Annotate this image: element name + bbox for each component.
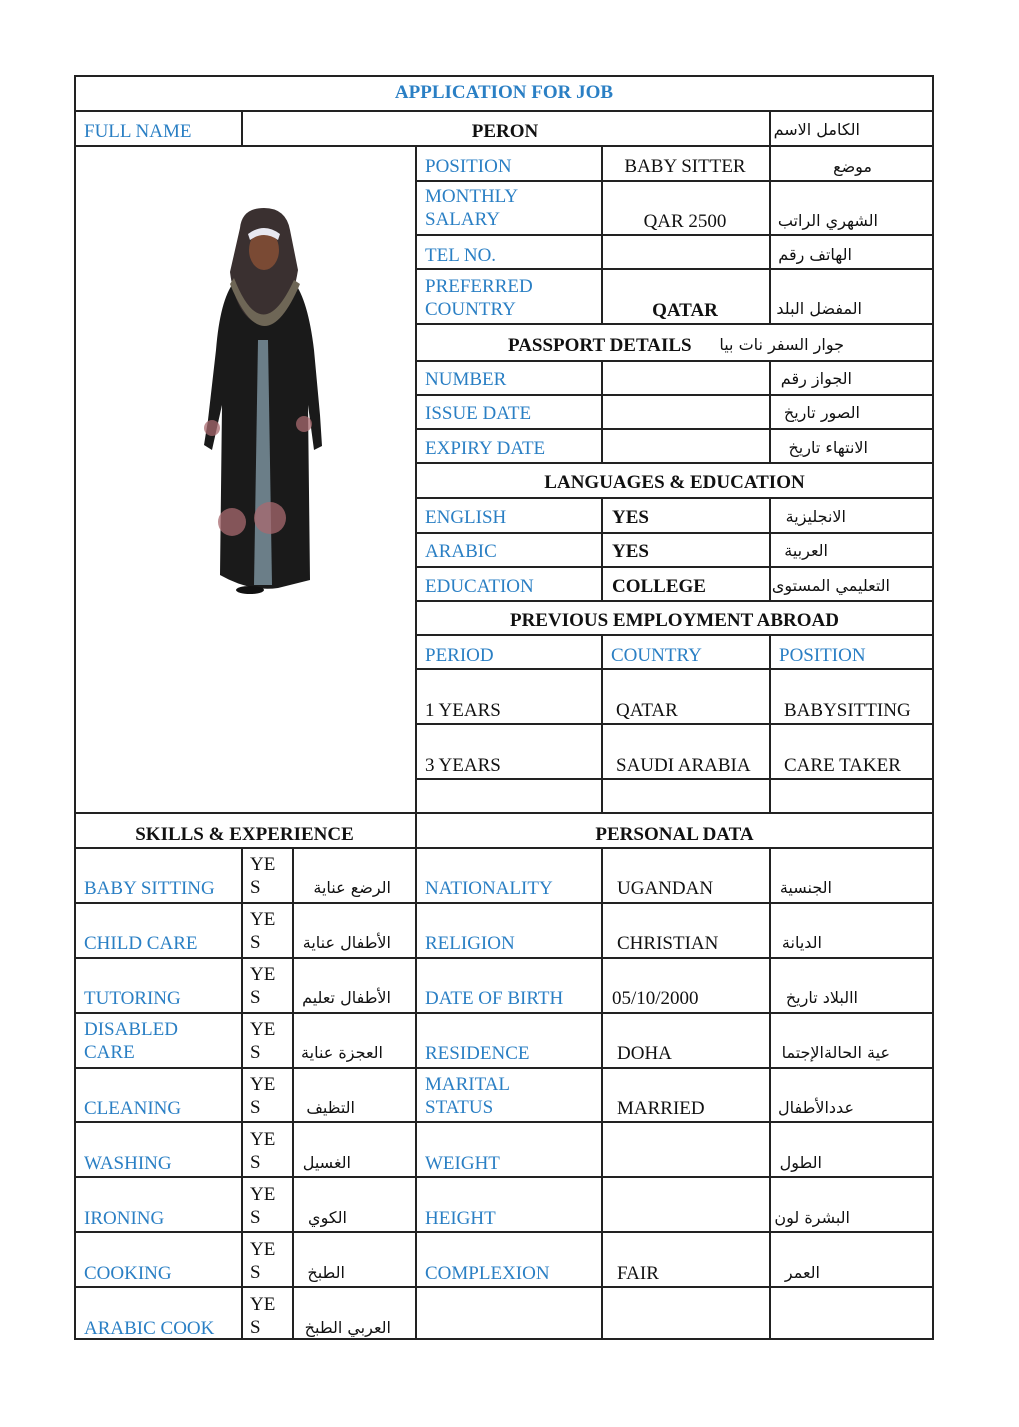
personal-label: NATIONALITY bbox=[425, 878, 553, 899]
monthly-salary-value: QAR 2500 bbox=[643, 211, 727, 232]
personal-label: MARITAL STATUS bbox=[425, 1074, 510, 1118]
passport-number-label: NUMBER bbox=[425, 369, 507, 390]
employment-row-1-period: 1 YEARS bbox=[425, 700, 501, 721]
preferred-country-arabic: المفضل البلد bbox=[776, 299, 862, 318]
skill-label: WASHING bbox=[84, 1153, 172, 1174]
employment-row-1-position: BABYSITTING bbox=[784, 700, 911, 721]
skill-arabic: التظيف bbox=[306, 1098, 355, 1117]
issue-date-arabic: الصور تاريخ bbox=[783, 403, 860, 422]
personal-arabic: البشرة لون bbox=[774, 1208, 850, 1227]
expiry-date-label: EXPIRY DATE bbox=[425, 438, 546, 459]
skill-arabic: الكوي bbox=[308, 1208, 347, 1227]
monthly-salary-arabic: الشهري الراتب bbox=[777, 211, 878, 230]
personal-arabic: عية الحالةالإجتما bbox=[781, 1043, 890, 1062]
personal-arabic: الطول bbox=[779, 1153, 822, 1172]
skill-value: YES bbox=[250, 1074, 276, 1118]
issue-date-label: ISSUE DATE bbox=[425, 403, 532, 424]
skill-value: YES bbox=[250, 1129, 276, 1173]
education-label: EDUCATION bbox=[425, 576, 534, 597]
personal-value: DOHA bbox=[617, 1043, 672, 1064]
skill-arabic: الأطفال تعليم bbox=[302, 988, 391, 1007]
skill-arabic: العجزة عناية bbox=[301, 1043, 383, 1062]
skill-label: ARABIC COOK bbox=[84, 1318, 215, 1339]
education-value: COLLEGE bbox=[612, 576, 706, 597]
monthly-salary-label: MONTHLY SALARY bbox=[425, 186, 518, 230]
personal-arabic: عددالأطفال bbox=[778, 1098, 854, 1117]
personal-label: RELIGION bbox=[425, 933, 515, 954]
personal-arabic: الديانة bbox=[781, 933, 822, 952]
english-arabic: الانجليزية bbox=[785, 507, 846, 526]
personal-arabic: االبلاد تاريخ bbox=[785, 988, 858, 1007]
skill-value: YES bbox=[250, 1184, 276, 1228]
passport-number-arabic: الجواز رقم bbox=[780, 369, 852, 388]
personal-label: RESIDENCE bbox=[425, 1043, 530, 1064]
passport-heading-arabic: جوار السفر نات بيا bbox=[719, 335, 844, 354]
full-name-arabic: الكامل الاسم bbox=[773, 120, 860, 139]
preferred-country-value: QATAR bbox=[652, 300, 718, 321]
employment-col-country: COUNTRY bbox=[611, 645, 702, 666]
skill-arabic: الطبخ bbox=[307, 1263, 345, 1282]
skill-label: COOKING bbox=[84, 1263, 172, 1284]
full-name-label: FULL NAME bbox=[84, 121, 192, 142]
employment-row-1-country: QATAR bbox=[616, 700, 678, 721]
skill-label: TUTORING bbox=[84, 988, 181, 1009]
skills-heading: SKILLS & EXPERIENCE bbox=[135, 824, 354, 845]
personal-value: MARRIED bbox=[617, 1098, 705, 1119]
personal-label: COMPLEXION bbox=[425, 1263, 550, 1284]
personal-value: FAIR bbox=[617, 1263, 659, 1284]
position-arabic: موضع bbox=[833, 157, 872, 176]
arabic-arabic: العربية bbox=[784, 541, 828, 560]
position-value: BABY SITTER bbox=[624, 156, 746, 177]
skill-arabic: الغسيل bbox=[302, 1153, 351, 1172]
personal-label: HEIGHT bbox=[425, 1208, 496, 1229]
skill-value: YES bbox=[250, 964, 276, 1008]
applicant-photo bbox=[190, 200, 330, 595]
tel-no-arabic: الهاتف رقم bbox=[778, 245, 852, 264]
personal-value: UGANDAN bbox=[617, 878, 714, 899]
employment-heading: PREVIOUS EMPLOYMENT ABROAD bbox=[509, 610, 839, 631]
personal-label: DATE OF BIRTH bbox=[425, 988, 564, 1009]
personal-label: WEIGHT bbox=[425, 1153, 500, 1174]
skill-label: BABY SITTING bbox=[84, 878, 215, 899]
skill-value: YES bbox=[250, 909, 276, 953]
full-name-value: PERON bbox=[471, 121, 539, 142]
employment-col-period: PERIOD bbox=[425, 645, 494, 666]
form-title: APPLICATION FOR JOB bbox=[394, 82, 614, 103]
skill-label: IRONING bbox=[84, 1208, 165, 1229]
personal-value: 05/10/2000 bbox=[612, 988, 699, 1009]
tel-no-label: TEL NO. bbox=[425, 245, 497, 266]
skill-arabic: الأطفال عناية bbox=[302, 933, 391, 952]
expiry-date-arabic: الانتهاء تاريخ bbox=[788, 438, 868, 457]
employment-row-2-country: SAUDI ARABIA bbox=[616, 755, 751, 776]
personal-heading: PERSONAL DATA bbox=[595, 824, 754, 845]
skill-value: YES bbox=[250, 1239, 276, 1283]
personal-arabic: الجنسية bbox=[779, 878, 832, 897]
personal-arabic: العمر bbox=[784, 1263, 820, 1282]
education-arabic: التعليمي المستوى bbox=[771, 576, 890, 595]
position-label: POSITION bbox=[425, 156, 512, 177]
skill-value: YES bbox=[250, 854, 276, 898]
employment-row-2-position: CARE TAKER bbox=[784, 755, 901, 776]
passport-heading: PASSPORT DETAILS bbox=[508, 335, 692, 356]
skill-value: YES bbox=[250, 1019, 276, 1063]
personal-value: CHRISTIAN bbox=[617, 933, 719, 954]
languages-heading: LANGUAGES & EDUCATION bbox=[544, 472, 805, 493]
preferred-country-label: PREFERRED COUNTRY bbox=[425, 276, 533, 320]
employment-col-position: POSITION bbox=[779, 645, 866, 666]
skill-label: CHILD CARE bbox=[84, 933, 198, 954]
employment-row-2-period: 3 YEARS bbox=[425, 755, 501, 776]
arabic-value: YES bbox=[612, 541, 649, 562]
skill-value: YES bbox=[250, 1294, 276, 1338]
skill-label: CLEANING bbox=[84, 1098, 182, 1119]
skill-label: DISABLED CARE bbox=[84, 1019, 178, 1063]
english-label: ENGLISH bbox=[425, 507, 507, 528]
skill-arabic: الرضع عناية bbox=[313, 878, 391, 897]
skill-arabic: العربي الطبخ bbox=[304, 1318, 391, 1337]
english-value: YES bbox=[612, 507, 649, 528]
arabic-label: ARABIC bbox=[425, 541, 497, 562]
